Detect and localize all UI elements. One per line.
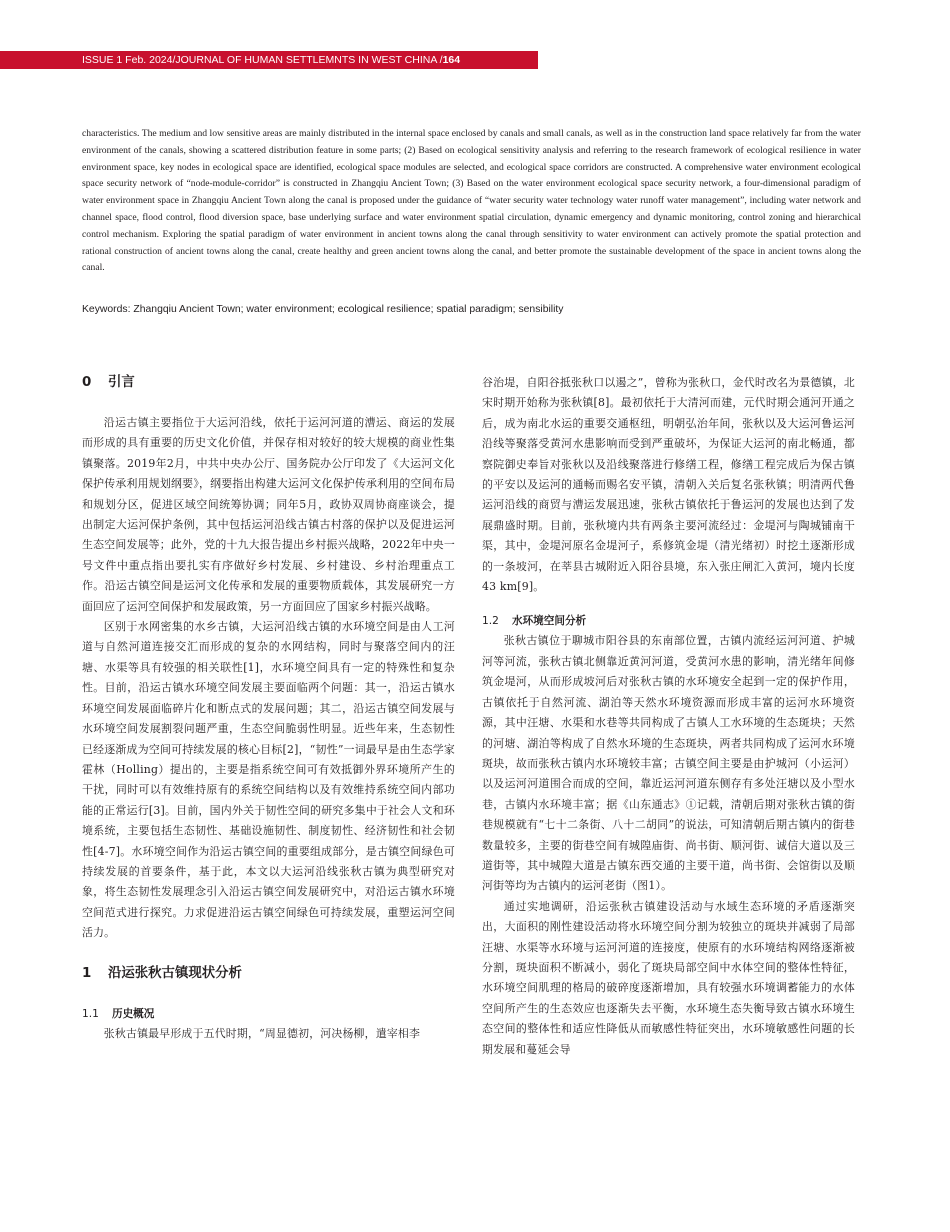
journal-header-bar xyxy=(0,51,538,69)
section-number: 1 xyxy=(82,965,92,981)
paragraph: 沿运古镇主要指位于大运河沿线，依托于运河河道的漕运、商运的发展而形成的具有重要的历史文化价值，并保存相对较好的较大规模的商业性集镇聚落。2019年2月，中共中央办公厅、国务院办公厅印发了《大运河文化保护传承利用规划纲要》，纲要指出构建大运河文化保护传承利用的空间布局和规划分区，促进区域空间统筹协调；同年5月，政协双周协商座谈会，提出制定大运河保护条例，其中包括运河沿线古镇古村落的保护以及促进运河生态空间发展等；此外，党的十九大报告提出乡村振兴战略，2022年中央一号文件中重点指出要扎实有序做好乡村发展、乡村建设、乡村治理重点工作。沿运古镇空间是运河文化传承和发展的重要物质载体，其发展研究一方面回应了运河空间保护和发展政策，另一方面回应了国家乡村振兴战略。 xyxy=(82,416,455,613)
paragraph: 区别于水网密集的水乡古镇，大运河沿线古镇的水环境空间是由人工河道与自然河道连接交汇而形成的复杂的水网结构，同时与聚落空间内的汪塘、水渠等具有较强的相关联性[1]，水环境空间具有一定的特殊性和复杂性。目前，沿运古镇水环境空间发展主要面临两个问题：其一，沿运古镇水环境空间发展面临碎片化和断点式的发展问题；其二，沿运古镇空间发展与水环境空间发展割裂问题严重，生态空间脆弱性明显。近些年来，生态韧性已经逐渐成为空间可持续发展的核心目标[2]，“韧性”一词最早是由生态学家霍林（Holling）提出的，主要是指系统空间可有效抵御外界环境所产生的干扰，同时可以有效维持原有的系统空间结构以及有效维持系统空间内部功能的正常运行[3]。目前，国内外关于韧性空间的研究多集中于社会人文和环境系统，主要包括生态韧性、基础设施韧性、制度韧性、经济韧性和社会韧性[4-7]。水环境空间作为沿运古镇空间的重要组成部分，是古镇空间绿色可持续发展的首要条件，基于此，本文以大运河沿线张秋古镇为典型研究对象，将生态韧性发展理念引入沿运古镇空间发展研究中，对沿运古镇水环境空间范式进行探究。力求促进沿运古镇空间绿色可持续发展，重塑运河空间活力。 xyxy=(82,620,455,940)
subsection-title: 历史概况 xyxy=(112,1007,155,1020)
section-title: 沿运张秋古镇现状分析 xyxy=(108,965,242,981)
paragraph: 谷治堤，自阳谷抵张秋口以遏之”，曾称为张秋口，金代时改名为景德镇，北宋时期开始称为张秋镇[8]。最初依托于大清河而建，元代时期会通河开通之后，成为南北水运的重要交通枢纽，明朝弘治年间，张秋以及大运河鲁运河沿线等聚落受黄河水患影响而受到严重破坏，为保证大运河的南北畅通，都察院御史奉旨对张秋以及沿线聚落进行修缮工程，修缮工程完成后为保古镇的平安以及运河的通畅而赐名安平镇，清朝入关后复名张秋镇；明清两代鲁运河沿线的商贸与漕运发展迅速，张秋古镇依托于鲁运河的发展也达到了发展鼎盛时期。目前，张秋境内共有两条主要河流经过：金堤河与陶城铺南干渠，其中，金堤河原名金堤河子，系修筑金堤（清光绪初）时挖土逐渐形成的一条坡河，在莘县古城附近入阳谷县境，东入张庄闸汇入黄河，境内长度43 km[9]。 xyxy=(482,376,855,594)
paragraph: 张秋古镇位于聊城市阳谷县的东南部位置，古镇内流经运河河道、护城河等河流，张秋古镇北侧靠近黄河河道，受黄河水患的影响，清光绪年间修筑金堤河，从而形成坡河后对张秋古镇的水环境安全起到一定的保护作用，古镇依托于自然河流、湖泊等天然水环境资源而形成丰富的运河水环境资源，其中汪塘、水渠和水巷等共同构成了古镇人工水环境的生态斑块；天然的河塘、湖泊等构成了自然水环境的生态斑块，两者共同构成了运河水环境斑块，故而张秋古镇内水环境较丰富；古镇空间主要是由护城河（小运河）以及运河河道围合而成的空间，靠近运河河道东侧存有多处汪塘以及小型水巷，古镇内水环境丰富；据《山东通志》①记载，清朝后期对张秋古镇的街巷规模就有“七十二条街、八十二胡同”的说法，可知清朝后期古镇内的街巷数量较多，主要的街巷空间有城隍庙街、尚书街、顺河街、诚信大道以及三道街等，其中城隍大道是古镇东西交通的主要干道，尚书街、会馆街以及顺河街等均为古镇内的运河老街（图1）。 xyxy=(482,634,855,893)
abstract-text: characteristics. The medium and low sensitive areas are mainly distributed in the internal space enclosed by canals and small canals, as well as in the construction land space relatively far from the water environment of the canals, showing a scattered distribution feature in some parts; (2) Based on ecological sensitivity analysis and referring to the research framework of ecological resilience in water environment space, key nodes in ecological space are identified, ecological space modules are selected, and ecological space corridors are constructed. A comprehensive water environment ecological space security network of “node-module-corridor” is constructed in Zhangqiu Ancient Town; (3) Based on the water environment ecological space security network, a four-dimensional paradigm of water environment space in Zhangqiu Ancient Town along the canal is proposed under the guidance of “water security water technology water runoff water management”, including water network and channel space, flood control, flood diversion space, base underlying surface and water environment spatial circulation, dynamic emergency and dynamic monitoring, control zoning and hierarchical control mechanism. Exploring the spatial paradigm of water environment in ancient towns along the canal through sensitivity to water environment can actively promote the spatial protection and rational construction of ancient towns along the canal, create healthy and green ancient towns along the canal, and better promote the sustainable development of the space in ancient towns along the canal. xyxy=(82,128,861,274)
section-title: 引言 xyxy=(108,375,135,390)
right-column xyxy=(482,373,855,1060)
subsection-number: 1.2 xyxy=(482,615,499,628)
page-number: 164 xyxy=(442,54,461,66)
subsection-heading-water-environment xyxy=(482,611,855,631)
paragraph: 通过实地调研，沿运张秋古镇建设活动与水域生态环境的矛盾逐渐突出，大面积的刚性建设活动将水环境空间分割为较独立的斑块并减弱了局部汪塘、水渠等水环境与运河河道的连接度，使原有的水环境结构网络逐渐被分割，斑块面积不断减小，弱化了斑块局部空间中水体空间的整体性特征，水环境空间肌理的格局的破碎度逐渐增加，具有较强水环境调蓄能力的水体空间所产生的生态效应也逐渐失去平衡，水环境生态失衡导致古镇水环境生态空间的整体性和适应性降低从而敏感性特征突出，水环境敏感性问题的长期发展和蔓延会导 xyxy=(482,899,855,1056)
section-number: 0 xyxy=(82,375,92,390)
section-heading-status-analysis xyxy=(82,964,455,984)
subsection-heading-history xyxy=(82,1004,455,1024)
keywords-line: Keywords: Zhangqiu Ancient Town; water environment; ecological resilience; spatial paradigm; sensibility xyxy=(82,304,564,315)
section-heading-introduction xyxy=(82,373,455,393)
journal-header-text: ISSUE 1 Feb. 2024/JOURNAL OF HUMAN SETTLEMNTS IN WEST CHINA / xyxy=(82,54,443,66)
subsection-number: 1.1 xyxy=(82,1007,99,1020)
left-column xyxy=(82,373,455,1044)
paragraph: 张秋古镇最早形成于五代时期，“周显德初，河决杨柳，遣宰相李 xyxy=(103,1026,421,1040)
subsection-title: 水环境空间分析 xyxy=(512,615,587,628)
